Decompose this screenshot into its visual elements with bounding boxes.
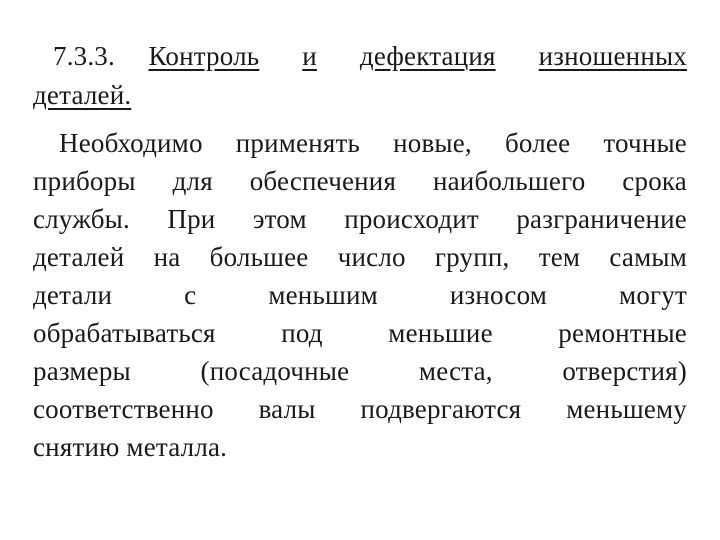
heading-line-1 bbox=[53, 37, 687, 75]
paragraph-line: снятию металла. bbox=[33, 432, 228, 462]
paragraph-line: соответственно валы подвергаются меньшему bbox=[33, 394, 687, 424]
heading-word-i: и bbox=[302, 41, 317, 71]
paragraph-line: обрабатываться под меньшие ремонтные bbox=[33, 318, 687, 348]
heading-word-kontrol: Контроль bbox=[148, 41, 260, 71]
paragraph-line: Необходимо применять новые, более точные bbox=[59, 128, 687, 158]
heading-word-detaley: деталей. bbox=[33, 80, 132, 110]
paragraph-line: приборы для обеспечения наибольшего срока bbox=[33, 166, 687, 196]
heading-word-defektatsiya: дефектация bbox=[359, 41, 496, 71]
paragraph-line: службы. При этом происходит разграничение bbox=[33, 204, 687, 234]
paragraph-line: деталей на большее число групп, тем самым bbox=[33, 242, 687, 272]
paragraph-line: детали с меньшим износом могут bbox=[33, 280, 687, 310]
heading-number: 7.3.3. bbox=[53, 41, 115, 71]
heading-word-iznoshennykh: изношенных bbox=[538, 41, 688, 71]
slide-content bbox=[33, 37, 689, 507]
heading-line-2 bbox=[33, 76, 687, 114]
paragraph-line: размеры (посадочные места, отверстия) bbox=[33, 356, 687, 386]
